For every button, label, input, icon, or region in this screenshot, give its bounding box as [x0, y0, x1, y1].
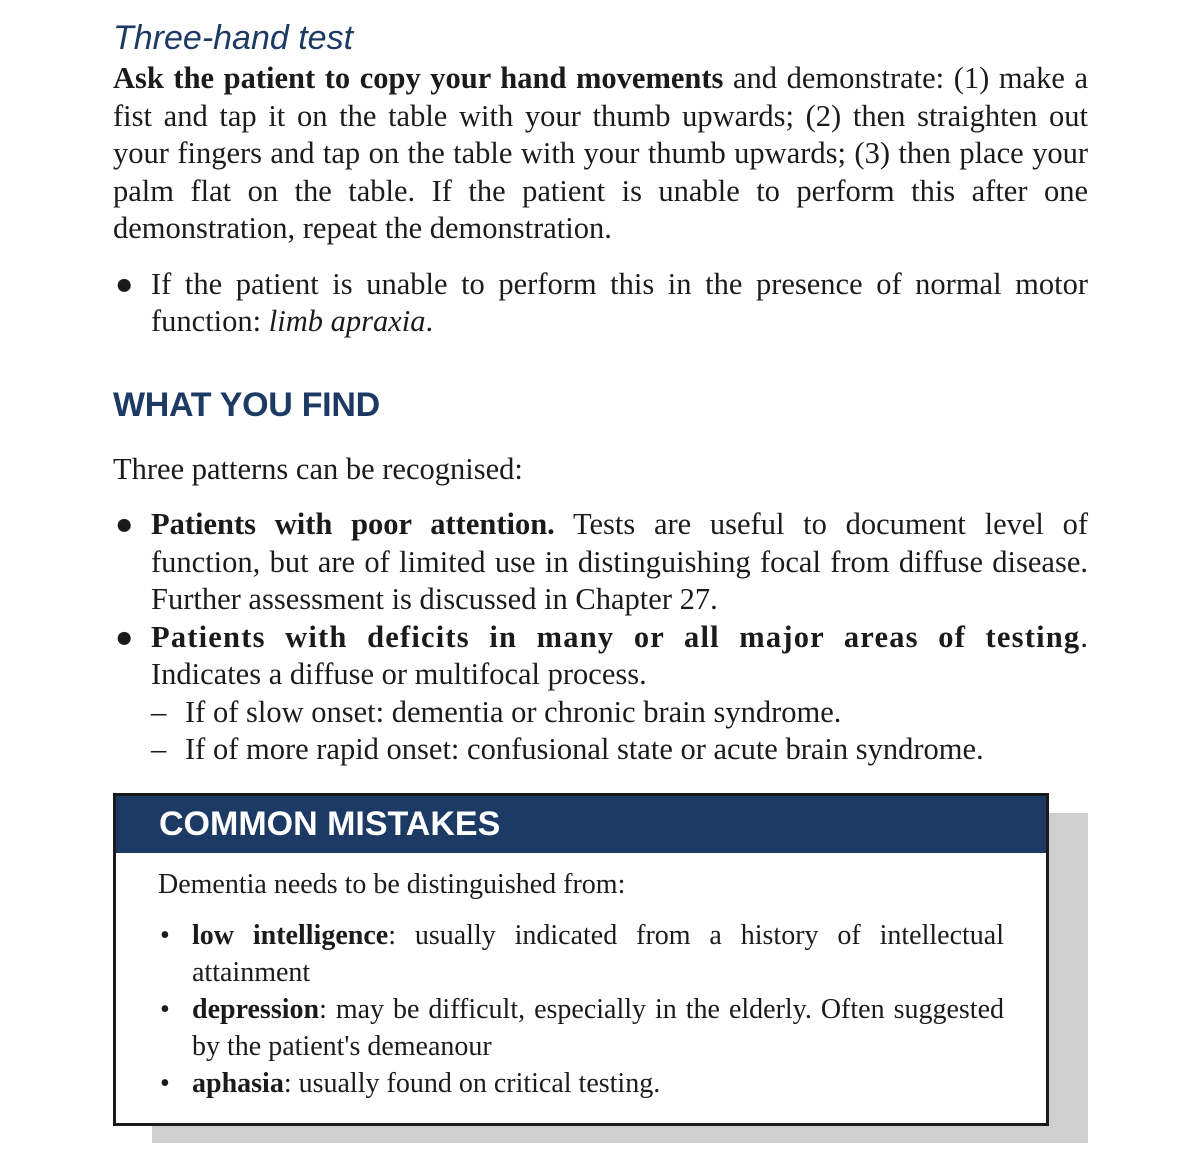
item-text: : usually found on critical testing.	[283, 1068, 661, 1099]
common-mistakes-title: COMMON MISTAKES	[116, 796, 1046, 853]
what-you-find-list	[113, 506, 1088, 769]
item-text: . Indicates a diffuse or multifocal process.	[151, 619, 1088, 691]
sub-list-item	[151, 731, 1088, 769]
page-content	[113, 18, 1088, 769]
bullet-icon: ●	[115, 507, 134, 541]
bullet-end: .	[425, 304, 434, 338]
list-item	[113, 619, 1088, 769]
bullet-icon: •	[160, 1068, 170, 1099]
instruction-text: and demonstrate: (1) make a fist and tap it on the table with your thumb upwards; (2) then straighten out your fingers and tap on the table with your thumb upwards; (3) then place your palm flat on the table. If the patient is unable to perform this after one demonstration, repeat the demonstration.	[113, 61, 1088, 245]
bullet-icon: •	[160, 994, 170, 1025]
what-you-find-intro: Three patterns can be recognised:	[113, 451, 523, 486]
item-bold: aphasia	[192, 1068, 284, 1099]
bullet-italic: limb apraxia	[268, 304, 426, 338]
item-text: Tests are useful to document level of function, but are of limited use in distinguishing focal from diffuse disease. Further assessment is discussed in Chapter 27.	[151, 507, 1088, 616]
item-bold: depression	[192, 994, 320, 1025]
item-bold: Patients with poor attention.	[151, 507, 555, 541]
bullet-icon: ●	[115, 266, 134, 301]
dash-icon: –	[151, 732, 167, 766]
bullet-icon: •	[160, 920, 170, 951]
item-text: : usually indicated from a history of intellectual attainment	[192, 920, 1004, 988]
list-item	[158, 991, 1004, 1065]
common-mistakes-box	[113, 793, 1049, 1126]
sub-item-text: If of slow onset: dementia or chronic brain syndrome.	[185, 694, 842, 729]
sub-list-item	[151, 694, 1088, 732]
item-bold: Patients with deficits in many or all major areas of testing	[151, 619, 1081, 654]
bullet-icon: ●	[115, 619, 134, 654]
three-hand-test-paragraph	[113, 60, 1088, 248]
sub-item-text: If of more rapid onset: confusional state or acute brain syndrome.	[185, 732, 984, 766]
dash-icon: –	[151, 694, 167, 729]
common-mistakes-intro: Dementia needs to be distinguished from:	[158, 869, 626, 900]
list-item	[113, 506, 1088, 619]
common-mistakes-list	[158, 917, 1004, 1102]
item-bold: low intelligence	[192, 920, 389, 951]
three-hand-bullets	[113, 266, 1088, 341]
list-item	[158, 1065, 1004, 1102]
what-you-find-heading: WHAT YOU FIND	[113, 385, 380, 424]
list-item	[113, 266, 1088, 341]
list-item	[158, 917, 1004, 991]
bullet-text: If the patient is unable to perform this in the presence of normal motor function:	[151, 266, 1088, 338]
three-hand-test-title: Three-hand test	[113, 19, 354, 57]
sub-list	[151, 694, 1088, 769]
common-mistakes-body	[116, 853, 1046, 1102]
instruction-bold: Ask the patient to copy your hand movements	[113, 61, 724, 95]
item-text: : may be difficult, especially in the elderly. Often suggested by the patient's demeanour	[192, 994, 1004, 1062]
